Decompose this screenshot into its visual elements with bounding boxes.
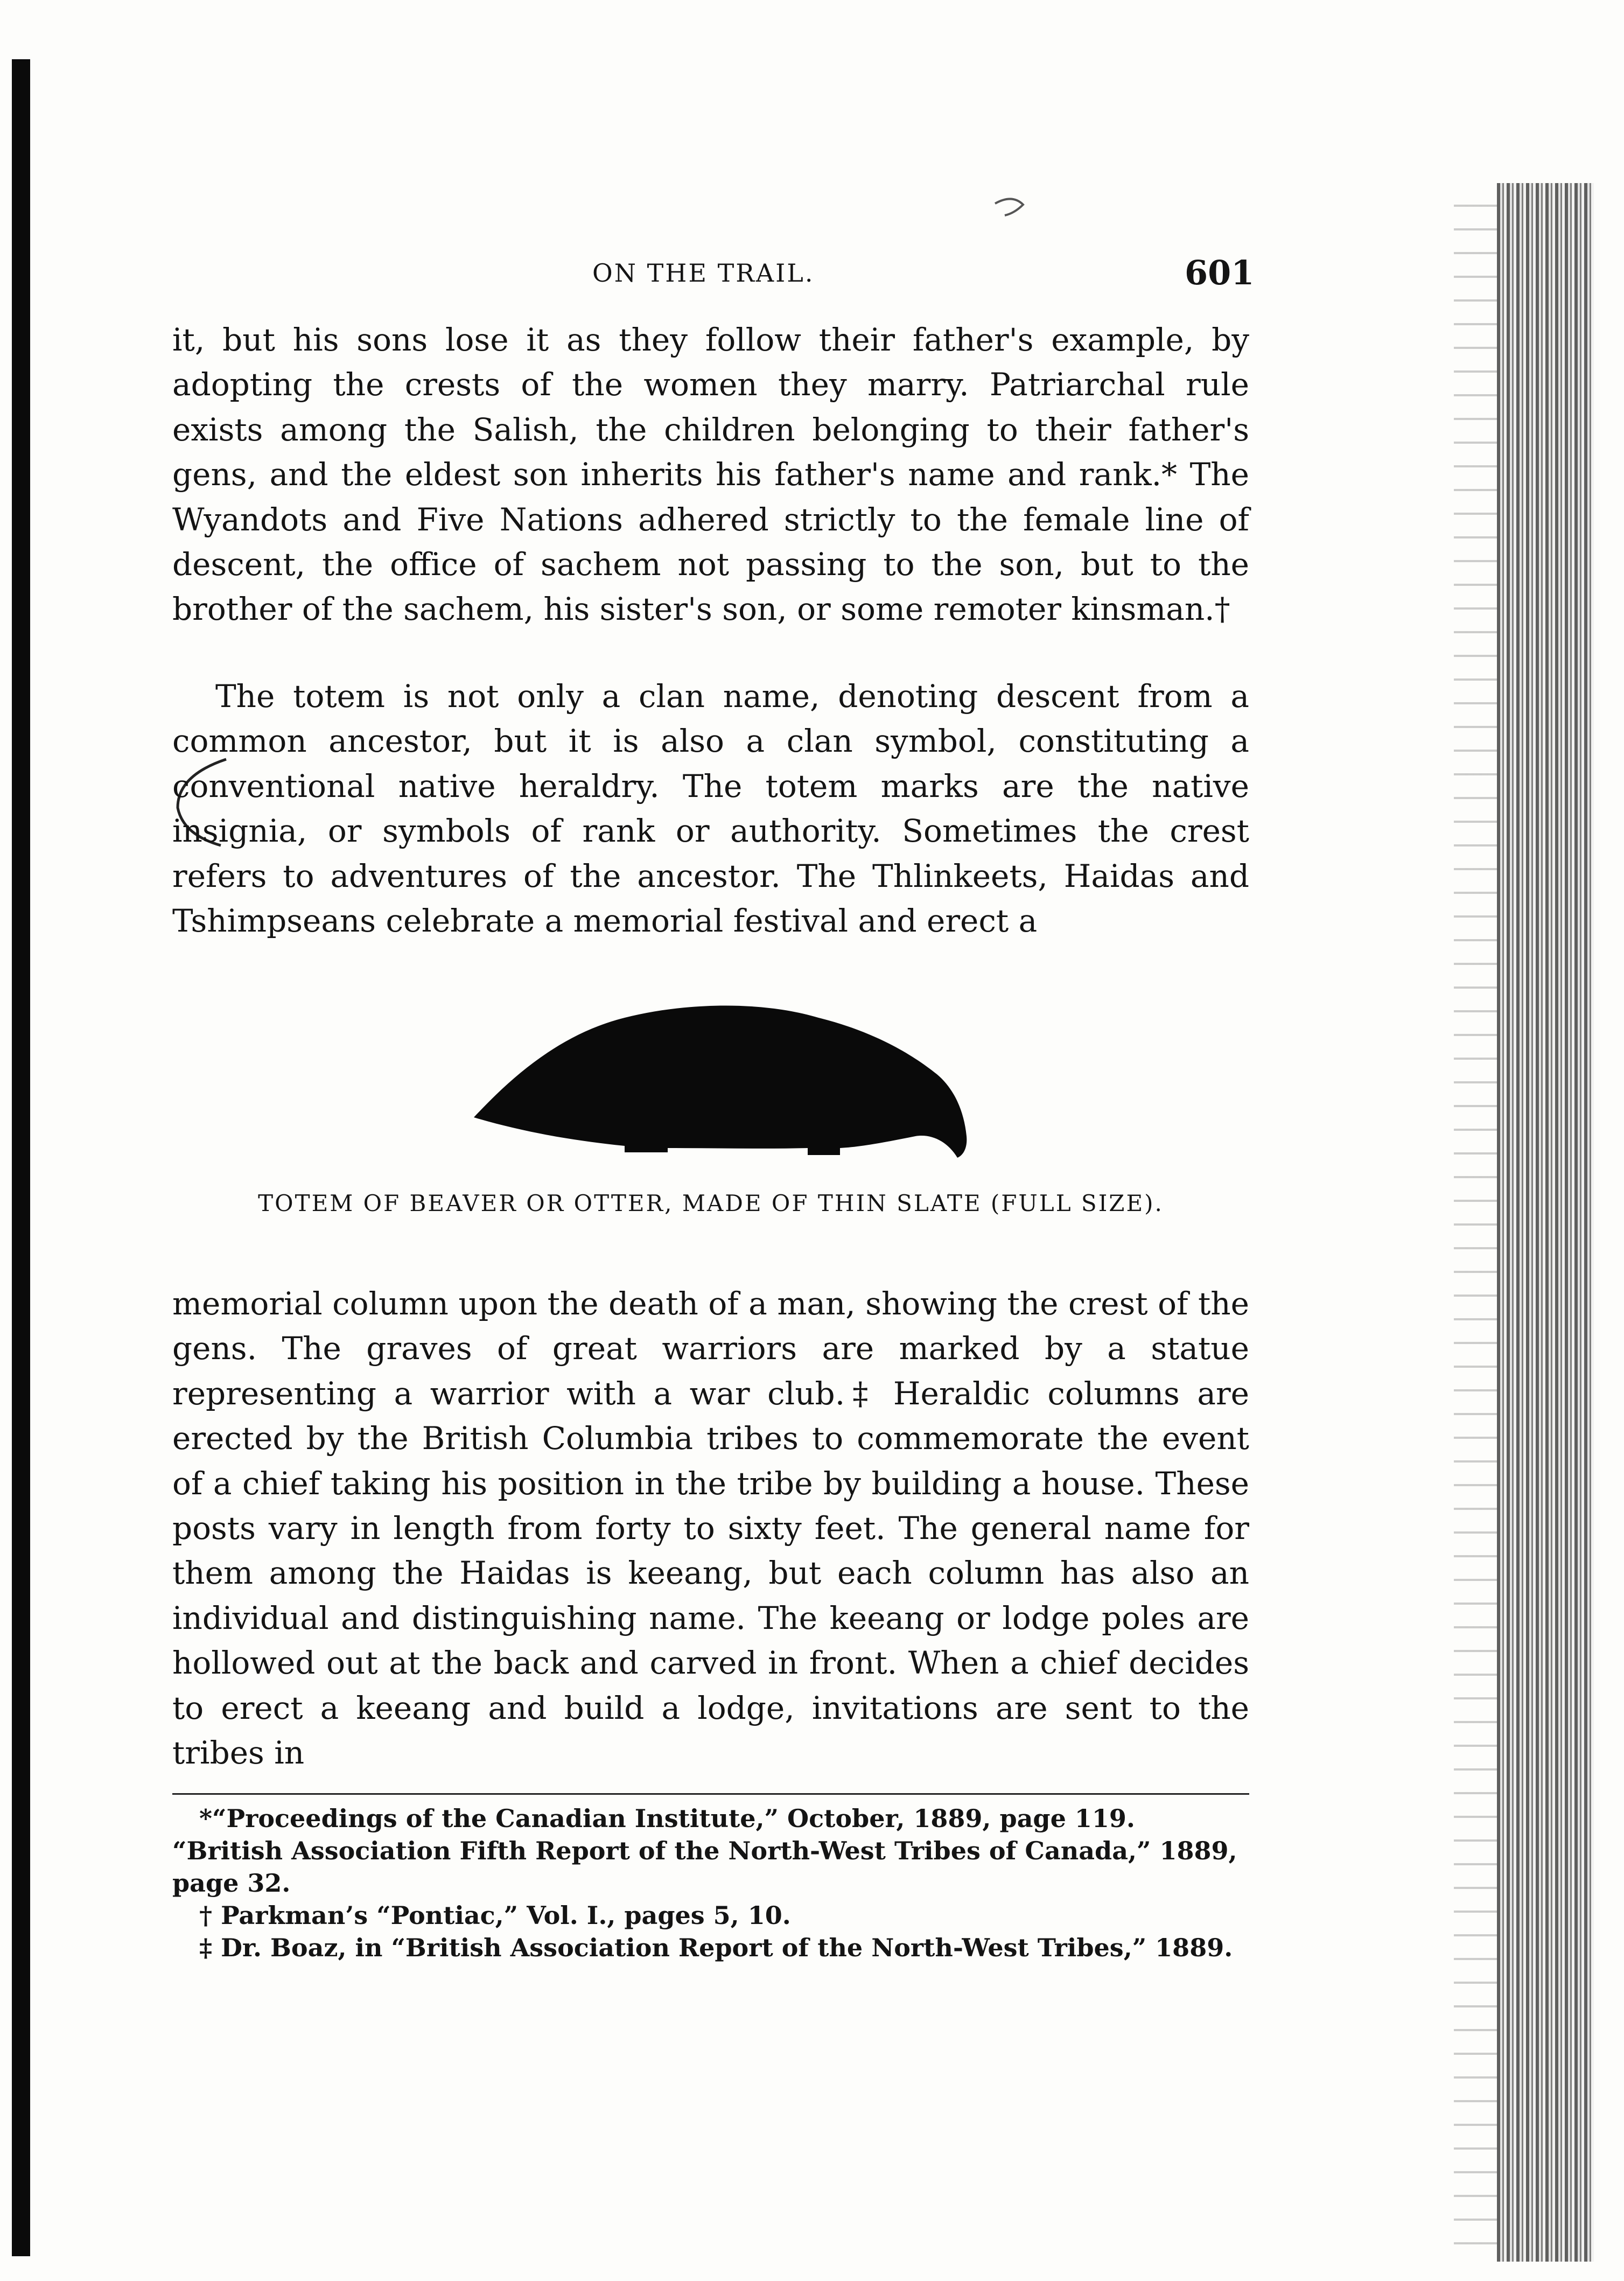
totem-figure (463, 980, 980, 1174)
footnotes (172, 1793, 1249, 1964)
footnote-rule (172, 1793, 1249, 1795)
footnote-2: † Parkman’s “Pontiac,” Vol. I., pages 5, 10. (199, 1901, 791, 1930)
body-paragraph-2 (172, 674, 1249, 943)
paragraph-text: The totem is not only a clan name, denoting descent from a common ancestor, but it is also a clan symbol, constituting a conventional native heraldry. The totem marks are the native insignia, or symbols of rank or authority. Sometimes the crest refers to adventures of the ancestor. The Thlinkeets, Haidas and Tshimpseans celebrate a memorial festival and erect a (172, 678, 1249, 940)
scan-page-edge-stripes (1497, 183, 1594, 2262)
scan-edge-noise (1454, 183, 1497, 2262)
pencil-mark-icon (991, 194, 1034, 232)
footnote-1: *“Proceedings of the Canadian Institute,” October, 1889, page 119. (199, 1804, 1135, 1833)
paragraph-text: memorial column upon the death of a man, showing the crest of the gens. The graves of great warriors are marked by a statue representing a warrior with a war club.‡ Heraldic columns are erected by the British Columbia tribes to commemorate the event of a chief taking his position in the tribe by building a house. These posts vary in length from forty to sixty feet. The general name for them among the Haidas is keeang, but each column has also an individual and distinguishing name. The keeang or lodge poles are hollowed out at the back and carved in front. When a chief decides to erect a keeang and build a lodge, invitations are sent to the tribes in (172, 1285, 1249, 1772)
running-head: ON THE TRAIL. (592, 258, 815, 288)
scan-binding-shadow (12, 59, 30, 2256)
figure-caption: TOTEM OF BEAVER OR OTTER, MADE OF THIN SLATE (FULL SIZE). (258, 1190, 1164, 1216)
body-paragraph-1 (172, 318, 1249, 632)
body-paragraph-3 (172, 1282, 1249, 1775)
page-header (172, 253, 1282, 296)
paragraph-text: it, but his sons lose it as they follow their father's example, by adopting the crests of the women they marry. Patriarchal rule exists among the Salish, the children belonging to their father's gens, and the eldest son inherits his father's name and rank.* The Wyandots and Five Nations adhered strictly to the female line of descent, the office of sachem not passing to the son, but to the brother of the sachem, his sister's son, or some remoter kinsman.† (172, 321, 1249, 628)
page-number: 601 (1185, 253, 1255, 292)
footnote-1-continued: “British Association Fifth Report of the North-West Tribes of Canada,” 1889, page 32. (172, 1836, 1237, 1898)
footnote-3: ‡ Dr. Boaz, in “British Association Report of the North-West Tribes,” 1889. (199, 1933, 1233, 1962)
beaver-otter-totem-silhouette (463, 980, 980, 1174)
